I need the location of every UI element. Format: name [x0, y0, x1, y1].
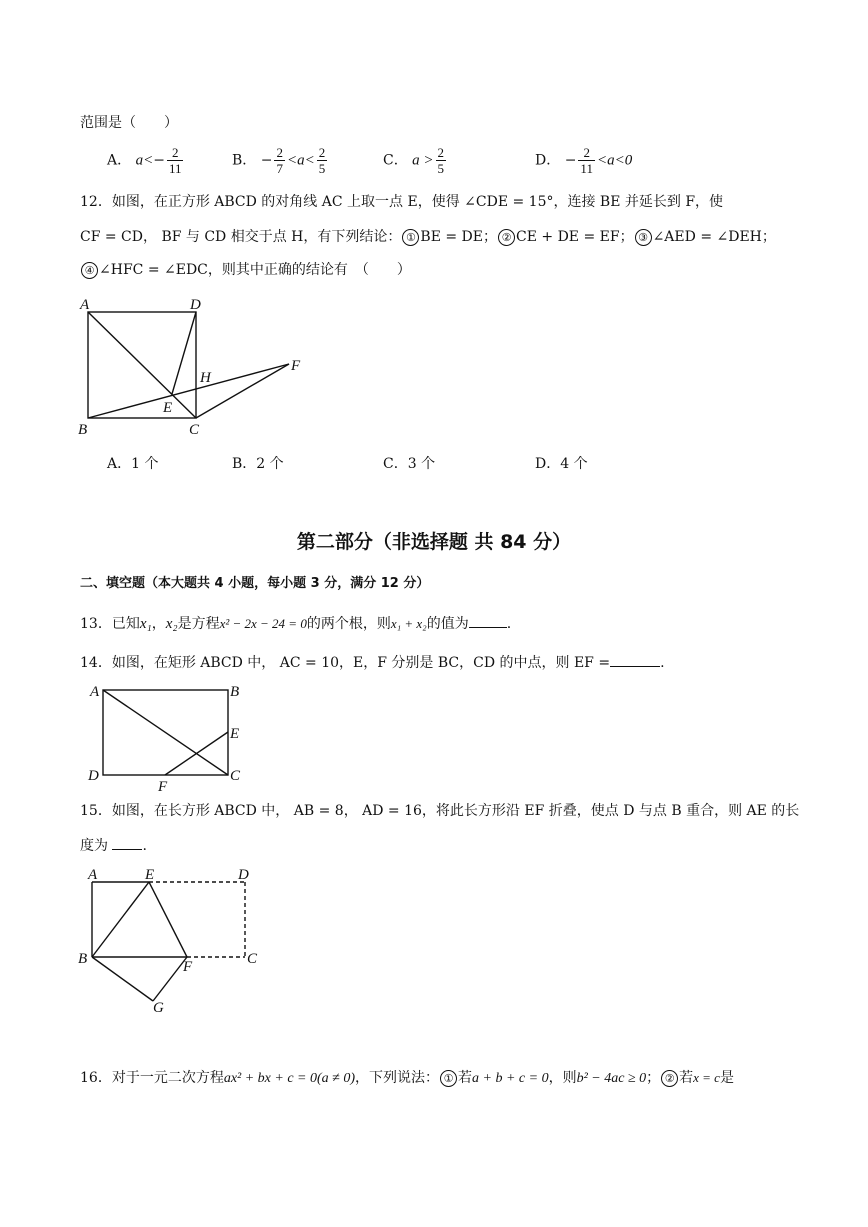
period: . — [660, 655, 665, 671]
q15-line1: 15．如图，在长方形 ABCD 中， AB = 8， AD = 16，将此长方形沿 EF 折叠，使点 D 与点 B 重合，则 AE 的长 — [80, 803, 800, 819]
option-pre: a< — [135, 152, 154, 169]
label-d: D — [190, 297, 201, 313]
segment-gf — [153, 957, 187, 1001]
option-pre: a > — [412, 152, 434, 169]
label-g: G — [153, 1000, 164, 1016]
label-f: F — [183, 959, 193, 975]
sum-expression: x₁ + x₂ — [390, 616, 427, 631]
segment-de — [172, 312, 196, 394]
minus-sign: − — [564, 152, 577, 169]
q13-text: 13．已知 — [80, 616, 140, 632]
part2-heading: 第二部分（非选择题 共 84 分） — [296, 531, 572, 553]
period: . — [506, 616, 512, 632]
q13-text: 的值为 — [426, 616, 469, 632]
diagonal-ac — [103, 690, 228, 775]
q11-option-d[interactable] — [535, 145, 632, 176]
var-x2: x₂ — [165, 616, 178, 632]
q12-line1: 12．如图，在正方形 ABCD 的对角线 AC 上取一点 E，使得 ∠CDE = 15°，连接 BE 并延长到 F，使 — [80, 194, 724, 210]
fraction — [436, 145, 447, 176]
denominator: 5 — [437, 161, 445, 176]
label-f: F — [158, 779, 168, 795]
circled-number-4: ④ — [81, 262, 98, 279]
condition-2: x = c — [693, 1070, 720, 1085]
q11-option-a[interactable] — [107, 145, 185, 176]
q16-text: ，则 — [548, 1070, 577, 1086]
label-d: D — [88, 768, 99, 784]
q12-text: CF = CD， BF 与 CD 相交于点 H，有下列结论： — [80, 229, 402, 245]
q12-option-b[interactable]: B．2 个 — [232, 456, 284, 472]
q16-text: 是 — [719, 1070, 734, 1086]
conclusion-4: ∠HFC = ∠EDC，则其中正确的结论有 （ ） — [99, 262, 411, 278]
label-a: A — [80, 297, 90, 313]
q16-text: 若 — [679, 1070, 694, 1086]
fraction — [274, 145, 285, 176]
q11-option-b[interactable] — [232, 145, 329, 176]
conclusion-1: BE = DE； — [420, 229, 497, 245]
circled-number-2: ② — [498, 229, 515, 246]
conclusion-2: CE + DE = EF； — [516, 229, 634, 245]
label-h: H — [200, 370, 211, 386]
q16 — [80, 1068, 734, 1089]
label-b: B — [230, 684, 240, 700]
fraction — [317, 145, 328, 176]
denominator: 5 — [318, 161, 326, 176]
q16-text: ，下列说法： — [355, 1070, 440, 1086]
condition: a + b + c = 0 — [472, 1071, 549, 1086]
section-title: 二、填空题（本大题共 4 小题，每小题 3 分，满分 12 分） — [80, 576, 430, 591]
label-c: C — [189, 422, 200, 438]
label-c: C — [230, 768, 241, 784]
inequality: <a< — [286, 152, 315, 169]
q15-figure — [75, 862, 275, 1017]
denominator: 7 — [276, 161, 283, 176]
minus-sign: − — [260, 152, 273, 169]
label-e: E — [163, 400, 173, 416]
q11-option-c[interactable] — [383, 145, 448, 176]
segment-ef — [149, 882, 187, 957]
q16-text: ； — [646, 1070, 661, 1086]
q12-option-a[interactable]: A．1 个 — [107, 456, 159, 472]
label-e: E — [230, 726, 240, 742]
option-label: D． — [535, 152, 561, 169]
numerator: 2 — [167, 145, 184, 161]
period: . — [142, 838, 147, 854]
segment-be — [92, 882, 149, 957]
label-b: B — [78, 951, 88, 967]
label-c: C — [247, 951, 258, 967]
option-label: A． — [107, 152, 132, 169]
numerator: 2 — [437, 145, 445, 160]
q16-text: 若 — [458, 1070, 473, 1086]
q12-option-d[interactable]: D．4 个 — [535, 456, 588, 472]
q12-line3 — [80, 260, 411, 280]
circled-number-1: ① — [402, 229, 419, 246]
numerator: 2 — [276, 145, 283, 160]
fraction — [167, 145, 184, 176]
segment-bg — [92, 957, 153, 1001]
option-label: C． — [383, 152, 408, 169]
q13-text: 是方程 — [177, 616, 220, 632]
circled-number-1: ① — [440, 1070, 457, 1087]
q15-line2 — [80, 835, 147, 856]
label-e: E — [145, 867, 155, 883]
result: b² − 4ac ≥ 0 — [576, 1071, 647, 1086]
q12-option-c[interactable]: C．3 个 — [383, 456, 436, 472]
q15-text: 度为 — [80, 838, 108, 854]
equation: ax² + bx + c = 0(a ≠ 0) — [223, 1071, 356, 1086]
denominator: 11 — [580, 161, 593, 176]
label-f: F — [291, 358, 301, 374]
q11-tail: 范围是（ ） — [80, 115, 178, 131]
q12-figure — [75, 292, 315, 442]
label-a: A — [88, 867, 98, 883]
q16-text: 16．对于一元二次方程 — [80, 1070, 224, 1086]
q14 — [80, 652, 665, 673]
answer-blank[interactable] — [610, 652, 660, 667]
q12-line2 — [80, 227, 776, 247]
equation: x² − 2x − 24 = 0 — [219, 616, 307, 631]
minus-sign: − — [153, 152, 165, 169]
circled-number-2: ② — [661, 1070, 678, 1087]
denominator: 11 — [168, 161, 182, 176]
circled-number-3: ③ — [635, 229, 652, 246]
label-a: A — [90, 684, 100, 700]
answer-blank[interactable] — [112, 835, 142, 850]
var-x1: x₁ — [139, 616, 152, 632]
q13-text: 的两个根，则 — [306, 616, 391, 632]
q14-text: 14．如图，在矩形 ABCD 中， AC = 10，E，F 分别是 BC，CD 的中点，则 EF = — [80, 655, 611, 671]
fraction — [578, 145, 595, 176]
option-label: B． — [232, 152, 257, 169]
q13-text: ， — [151, 616, 166, 632]
label-b: B — [78, 422, 88, 438]
label-d: D — [238, 867, 249, 883]
q14-figure — [82, 680, 252, 795]
numerator: 2 — [578, 145, 595, 161]
numerator: 2 — [318, 145, 326, 160]
inequality: <a<0 — [596, 152, 633, 169]
conclusion-3: ∠AED = ∠DEH； — [652, 229, 776, 245]
q13 — [80, 613, 511, 634]
answer-blank[interactable] — [469, 613, 507, 628]
